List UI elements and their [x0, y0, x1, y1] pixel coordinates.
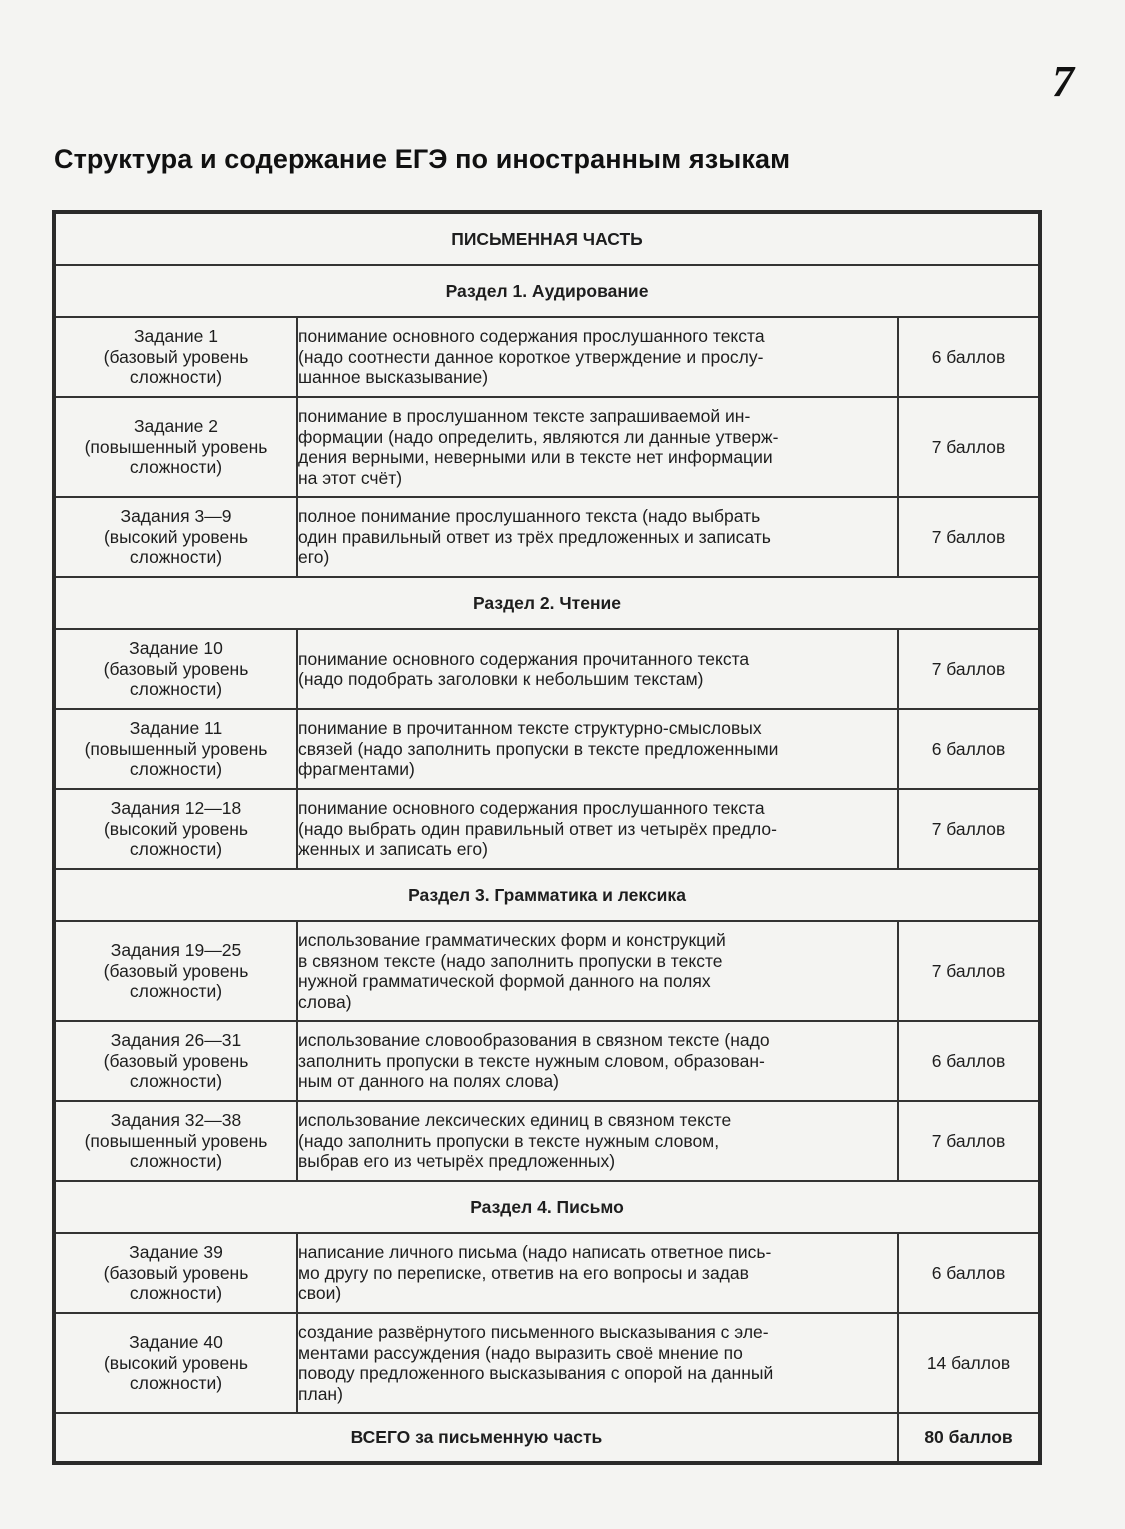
task-description-line: слова) [298, 991, 352, 1012]
task-name-line: (базовый уровень [103, 960, 249, 981]
task-name-cell [54, 629, 297, 709]
task-name-line: Задание 2 [133, 416, 218, 437]
task-description-cell [297, 317, 898, 397]
task-name-line: сложности) [129, 367, 223, 388]
task-row [54, 921, 1040, 1021]
task-name-line: сложности) [129, 1373, 223, 1394]
table-header-row [54, 212, 1040, 265]
task-name-cell [54, 317, 297, 397]
task-name-cell [54, 497, 297, 577]
task-description-line: связей (надо заполнить пропуски в тексте предложенными [298, 738, 779, 759]
task-description-line: один правильный ответ из трёх предложенных и записать [298, 526, 771, 547]
task-name-cell [54, 1233, 297, 1313]
task-name-line: Задания 12—18 [110, 798, 242, 819]
task-description-cell [297, 709, 898, 789]
task-name-line: (высокий уровень [103, 818, 249, 839]
section-header-row [54, 1181, 1040, 1233]
task-description-cell [297, 1021, 898, 1101]
task-description-cell [297, 497, 898, 577]
task-description-cell [297, 1101, 898, 1181]
section-title: Раздел 3. Грамматика и лексика [54, 869, 1040, 921]
task-description-cell [297, 789, 898, 869]
task-row [54, 1021, 1040, 1101]
exam-structure-table [52, 210, 1042, 1465]
page-number: 7 [1052, 57, 1074, 106]
task-description-cell [297, 629, 898, 709]
task-description-line: понимание основного содержания прочитанного текста [298, 648, 750, 669]
task-points: 6 баллов [898, 317, 1040, 397]
task-description-line: (надо подобрать заголовки к небольшим текстам) [298, 669, 704, 689]
task-name-line: Задание 39 [129, 1242, 223, 1263]
task-description-cell [297, 397, 898, 497]
table-header: ПИСЬМЕННАЯ ЧАСТЬ [54, 212, 1040, 265]
task-name-line: Задания 3—9 [120, 506, 232, 527]
task-name-line: сложности) [129, 981, 223, 1002]
task-description-line: его) [298, 547, 330, 568]
task-name-line: сложности) [129, 547, 223, 568]
task-description-cell [297, 1313, 898, 1413]
task-name-line: (базовый уровень [103, 1050, 249, 1071]
task-description-line: в связном тексте (надо заполнить пропуски в тексте [298, 950, 723, 971]
task-row [54, 497, 1040, 577]
task-description-line: нужной грамматической формой данного на полях [298, 971, 711, 991]
task-description-line: (надо выбрать один правильный ответ из четырёх предло- [298, 818, 777, 839]
task-name-line: сложности) [129, 1071, 223, 1092]
task-description-line: формации (надо определить, являются ли данные утверж- [298, 426, 779, 447]
page-title: Структура и содержание ЕГЭ по иностранным языкам [54, 144, 791, 174]
total-label: ВСЕГО за письменную часть [54, 1413, 898, 1463]
task-name-cell [54, 709, 297, 789]
task-name-line: сложности) [129, 679, 223, 700]
section-title: Раздел 1. Аудирование [54, 265, 1040, 317]
task-points: 14 баллов [898, 1313, 1040, 1413]
task-description-line: план) [298, 1383, 343, 1404]
task-description-line: выбрав его из четырёх предложенных) [298, 1151, 616, 1172]
task-row [54, 1313, 1040, 1413]
task-name-cell [54, 1313, 297, 1413]
task-row [54, 1101, 1040, 1181]
task-points: 7 баллов [898, 497, 1040, 577]
task-description-cell [297, 1233, 898, 1313]
task-name-line: Задание 11 [129, 718, 223, 739]
task-name-line: сложности) [129, 457, 223, 478]
total-points: 80 баллов [898, 1413, 1040, 1463]
task-name-line: (повышенный уровень [84, 738, 268, 759]
task-description-line: ментами рассуждения (надо выразить своё мнение по [298, 1342, 743, 1363]
task-points: 6 баллов [898, 709, 1040, 789]
task-name-cell [54, 789, 297, 869]
task-row [54, 1233, 1040, 1313]
task-name-line: Задания 26—31 [110, 1030, 242, 1051]
task-row [54, 629, 1040, 709]
task-name-line: Задание 10 [129, 638, 223, 659]
task-name-line: (высокий уровень [103, 526, 249, 547]
task-points: 7 баллов [898, 629, 1040, 709]
task-name-cell [54, 397, 297, 497]
task-description-line: дения верными, неверными или в тексте нет информации [298, 447, 773, 467]
task-description-line: женных и записать его) [298, 839, 488, 860]
task-name-line: (базовый уровень [103, 1262, 249, 1283]
task-description-line: понимание основного содержания прослушанного текста [298, 326, 765, 347]
task-row [54, 317, 1040, 397]
task-description-line: (надо соотнести данное короткое утверждение и прослу- [298, 346, 764, 367]
task-description-line: использование словообразования в связном тексте (надо [298, 1030, 770, 1051]
section-title: Раздел 4. Письмо [54, 1181, 1040, 1233]
section-header-row [54, 265, 1040, 317]
task-name-line: сложности) [129, 1283, 223, 1304]
section-title: Раздел 2. Чтение [54, 577, 1040, 629]
task-description-line: понимание основного содержания прослушанного текста [298, 798, 765, 819]
task-name-line: (базовый уровень [103, 658, 249, 679]
task-name-cell [54, 1021, 297, 1101]
task-name-cell [54, 921, 297, 1021]
total-row [54, 1413, 1040, 1463]
task-description-line: понимание в прочитанном тексте структурно-смысловых [298, 718, 762, 739]
task-name-line: (повышенный уровень [84, 436, 268, 457]
task-description-line: написание личного письма (надо написать ответное пись- [298, 1242, 772, 1263]
task-name-line: (высокий уровень [103, 1352, 249, 1373]
task-points: 6 баллов [898, 1233, 1040, 1313]
task-points: 7 баллов [898, 789, 1040, 869]
task-description-line: на этот счёт) [298, 467, 403, 488]
task-description-line: поводу предложенного высказывания с опорой на данный [298, 1363, 774, 1383]
task-name-line: Задание 40 [129, 1332, 223, 1353]
task-name-line: Задание 1 [133, 326, 218, 347]
task-name-line: сложности) [129, 839, 223, 860]
task-description-line: заполнить пропуски в тексте нужным словом, образован- [298, 1050, 765, 1071]
task-description-line: свои) [298, 1283, 342, 1304]
task-description-line: мо другу по переписке, ответив на его вопросы и задав [298, 1262, 749, 1283]
task-name-line: Задания 32—38 [110, 1110, 242, 1131]
task-description-line: полное понимание прослушанного текста (надо выбрать [298, 506, 761, 527]
task-name-line: сложности) [129, 1151, 223, 1172]
task-points: 6 баллов [898, 1021, 1040, 1101]
task-description-cell [297, 921, 898, 1021]
task-description-line: создание развёрнутого письменного высказывания с эле- [298, 1322, 769, 1342]
task-description-line: использование грамматических форм и конструкций [298, 930, 726, 950]
task-row [54, 789, 1040, 869]
task-description-line: (надо заполнить пропуски в тексте нужным словом, [298, 1130, 720, 1151]
task-row [54, 397, 1040, 497]
task-description-line: ным от данного на полях слова) [298, 1071, 559, 1092]
task-points: 7 баллов [898, 921, 1040, 1021]
task-description-line: использование лексических единиц в связном тексте [298, 1110, 732, 1131]
task-description-line: понимание в прослушанном тексте запрашиваемой ин- [298, 406, 751, 426]
task-points: 7 баллов [898, 1101, 1040, 1181]
task-points: 7 баллов [898, 397, 1040, 497]
task-name-cell [54, 1101, 297, 1181]
task-description-line: фрагментами) [298, 759, 415, 780]
task-name-line: (повышенный уровень [84, 1130, 268, 1151]
task-name-line: (базовый уровень [103, 346, 249, 367]
task-description-line: шанное высказывание) [298, 367, 489, 388]
task-name-line: сложности) [129, 759, 223, 780]
section-header-row [54, 577, 1040, 629]
task-name-line: Задания 19—25 [110, 940, 242, 961]
section-header-row [54, 869, 1040, 921]
task-row [54, 709, 1040, 789]
